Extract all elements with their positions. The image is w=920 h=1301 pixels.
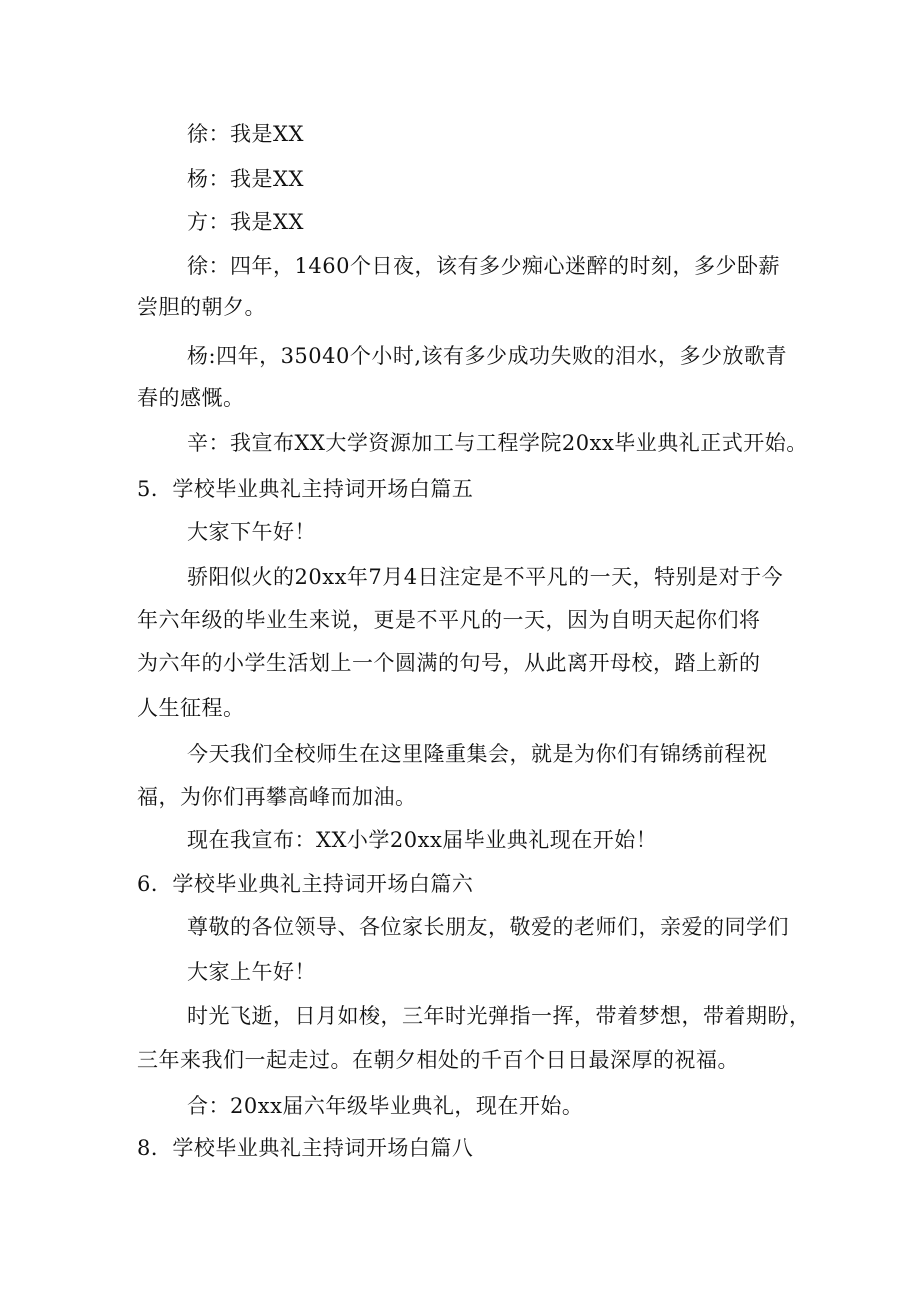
section-heading: 8．学校毕业典礼主持词开场白篇八 <box>137 1136 474 1160</box>
paragraph-line: 现在我宣布：XX小学20xx届毕业典礼现在开始！ <box>187 828 658 852</box>
paragraph-line: 合：20xx届六年级毕业典礼，现在开始。 <box>187 1094 584 1118</box>
dialogue-line: 杨：我是XX <box>187 167 304 191</box>
paragraph-line: 尊敬的各位领导、各位家长朋友，敬爱的老师们，亲爱的同学们 <box>187 915 789 939</box>
paragraph-line: 大家上午好！ <box>187 960 316 984</box>
dialogue-line: 辛：我宣布XX大学资源加工与工程学院20xx毕业典礼正式开始。 <box>187 431 808 455</box>
dialogue-line: 方：我是XX <box>187 210 304 234</box>
dialogue-line: 徐：四年，1460个日夜，该有多少痴心迷醉的时刻，多少卧薪 <box>187 254 780 278</box>
paragraph-line: 骄阳似火的20xx年7月4日注定是不平凡的一天，特别是对于今 <box>187 565 784 589</box>
paragraph-line: 为六年的小学生活划上一个圆满的句号，从此离开母校，踏上新的 <box>137 651 761 675</box>
dialogue-line-continued: 尝胆的朝夕。 <box>137 295 266 319</box>
dialogue-line-continued: 春的感慨。 <box>137 386 245 410</box>
paragraph-line: 今天我们全校师生在这里隆重集会，就是为你们有锦绣前程祝 <box>187 742 768 766</box>
paragraph-line: 年六年级的毕业生来说，更是不平凡的一天，因为自明天起你们将 <box>137 608 761 632</box>
paragraph-line: 福，为你们再攀高峰而加油。 <box>137 785 417 809</box>
paragraph-line: 人生征程。 <box>137 696 245 720</box>
paragraph-line: 三年来我们一起走过。在朝夕相处的千百个日日最深厚的祝福。 <box>137 1048 739 1072</box>
dialogue-line: 杨:四年，35040个小时,该有多少成功失败的泪水，多少放歌青 <box>187 344 788 368</box>
dialogue-line: 徐：我是XX <box>187 122 304 146</box>
paragraph-line: 大家下午好！ <box>187 520 316 544</box>
paragraph-line: 时光飞逝，日月如梭，三年时光弹指一挥，带着梦想，带着期盼， <box>187 1004 811 1028</box>
section-heading: 5．学校毕业典礼主持词开场白篇五 <box>137 477 474 501</box>
section-heading: 6．学校毕业典礼主持词开场白篇六 <box>137 872 474 896</box>
